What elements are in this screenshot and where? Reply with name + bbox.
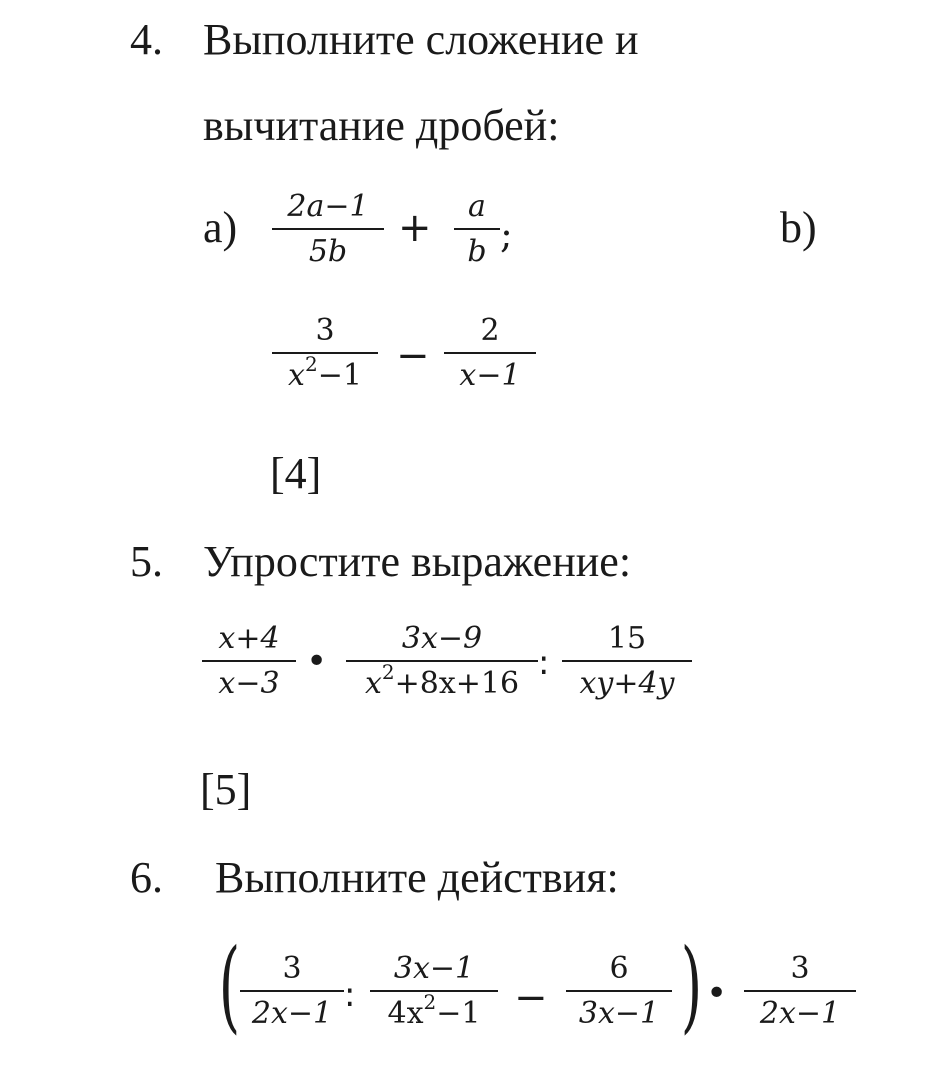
minus-operator: − <box>396 333 430 379</box>
task4b-f1-numerator: 3 <box>315 313 335 348</box>
task5-f2-numerator: 3x−9 <box>401 621 483 656</box>
fraction-bar <box>240 990 344 992</box>
task4b-fraction-1 <box>272 313 378 393</box>
task5-fraction-3 <box>562 621 692 701</box>
task4b-f1-denominator: $x^2-1$ <box>288 352 362 393</box>
task6-f3-denominator: 3x−1 <box>578 996 660 1031</box>
fraction-bar <box>744 990 856 992</box>
task4a-f2-numerator: a <box>468 189 486 224</box>
fraction-bar <box>346 660 538 662</box>
task5-fraction-1 <box>202 621 296 701</box>
task4a-fraction-1 <box>272 189 384 269</box>
plus-operator: + <box>398 205 432 251</box>
task4a-f2-denominator: b <box>467 234 487 269</box>
task4-points: [4] <box>270 449 322 498</box>
task6-fraction-1 <box>240 951 344 1031</box>
task6-f3-numerator: 6 <box>609 951 629 986</box>
task4a-f1-denominator: 5b <box>308 234 348 269</box>
task5-title: Упростите выражение: <box>203 537 632 586</box>
task4a-f1-numerator: 2a−1 <box>287 189 369 224</box>
semicolon: ; <box>500 212 513 256</box>
task4-number: 4. <box>130 15 163 64</box>
task4a-fraction-2 <box>454 189 500 269</box>
fraction-bar <box>566 990 672 992</box>
task6-f1-numerator: 3 <box>282 951 302 986</box>
divide-colon-operator: : <box>538 643 550 683</box>
task5-f3-denominator: xy+4y <box>579 666 675 701</box>
task6-fraction-2 <box>370 951 498 1031</box>
task6-title: Выполните действия: <box>215 853 619 902</box>
task4-title-line2: вычитание дробей: <box>203 101 560 150</box>
fraction-bar <box>272 352 378 354</box>
fraction-bar <box>562 660 692 662</box>
task5-f1-numerator: x+4 <box>218 621 280 656</box>
task6-fraction-3 <box>566 951 672 1031</box>
minus-operator: − <box>514 975 548 1021</box>
task6-f1-denominator: 2x−1 <box>251 996 333 1031</box>
fraction-bar <box>444 352 536 354</box>
task4b-fraction-2 <box>444 313 536 393</box>
fraction-bar <box>454 228 500 230</box>
task5-f3-numerator: 15 <box>607 621 647 656</box>
divide-colon-operator: : <box>344 975 356 1015</box>
multiply-dot-operator: • <box>306 641 328 682</box>
task4-part-b-label: b) <box>780 203 817 252</box>
task5-number: 5. <box>130 537 163 586</box>
task4b-f2-denominator: x−1 <box>459 358 521 393</box>
task5-fraction-2 <box>346 621 538 701</box>
task6-number: 6. <box>130 853 163 902</box>
task5-points: [5] <box>200 765 252 814</box>
close-parenthesis: ) <box>680 927 703 1044</box>
task4b-f2-numerator: 2 <box>480 313 500 348</box>
task6-f2-denominator: $4x^2-1$ <box>387 990 481 1031</box>
task6-f4-denominator: 2x−1 <box>759 996 841 1031</box>
fraction-bar <box>202 660 296 662</box>
task5-f1-denominator: x−3 <box>218 666 280 701</box>
task6-f2-numerator: 3x−1 <box>393 951 475 986</box>
task6-f4-numerator: 3 <box>790 951 810 986</box>
task4-title-line1: Выполните сложение и <box>203 15 639 64</box>
task6-fraction-4 <box>744 951 856 1031</box>
open-parenthesis: ( <box>218 927 241 1044</box>
task5-f2-denominator: $x^2+8x+16$ <box>364 660 520 701</box>
multiply-dot-operator: • <box>706 973 728 1014</box>
fraction-bar <box>272 228 384 230</box>
task4-part-a-label: а) <box>203 203 238 252</box>
